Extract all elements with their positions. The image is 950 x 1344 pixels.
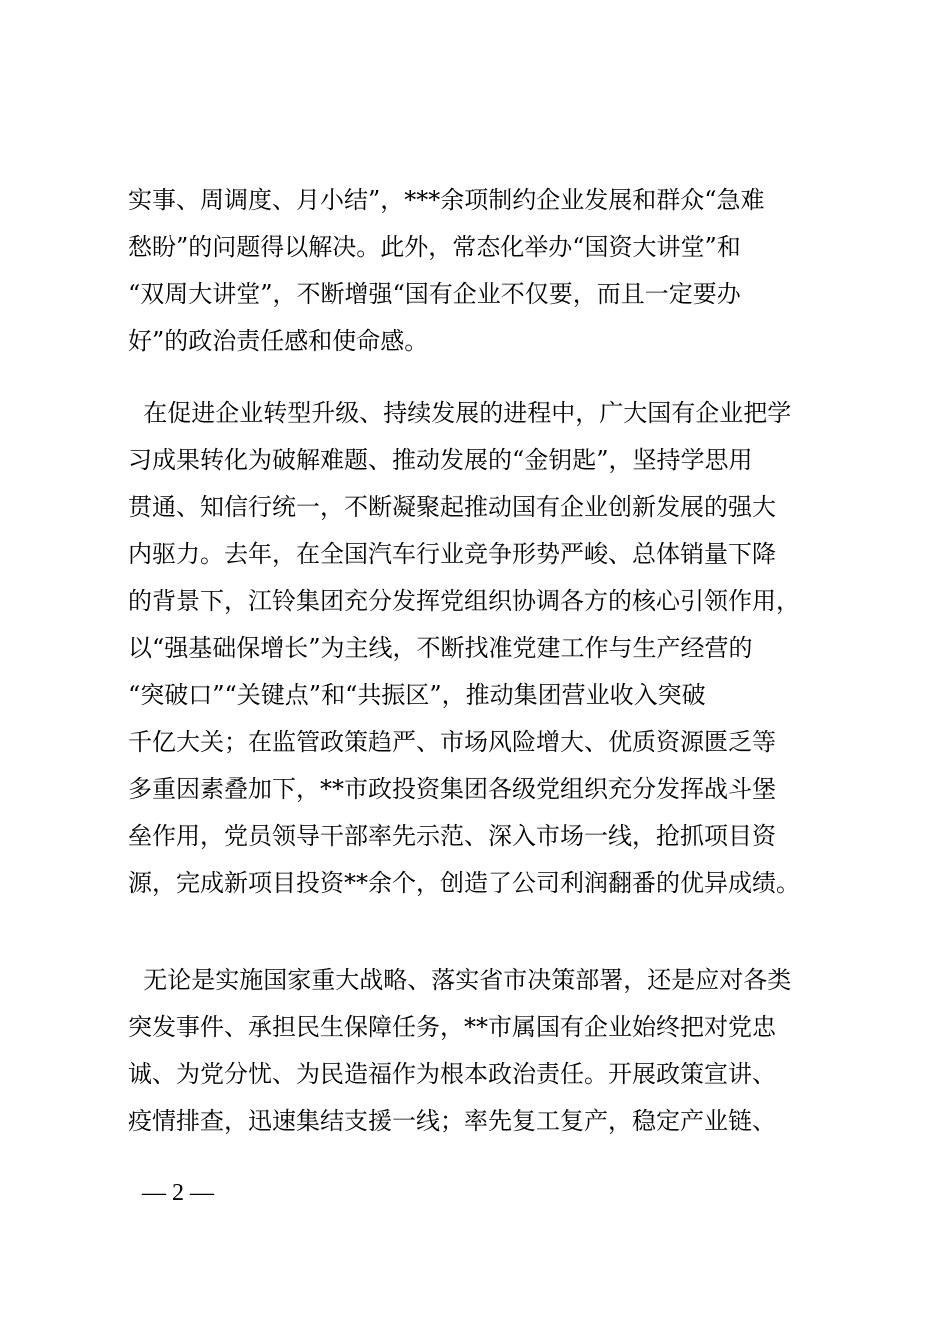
text-line: “突破口”“关键点”和“共振区”，推动集团营业收入突破 — [128, 681, 706, 709]
text-line: 习成果转化为破解难题、推动发展的“金钥匙”，坚持学思用 — [128, 446, 753, 474]
text-line: 千亿大关；在监管政策趋严、市场风险增大、优质资源匮乏等 — [128, 728, 776, 756]
text-line: “双周大讲堂”，不断增强“国有企业不仅要，而且一定要办 — [128, 280, 741, 308]
text-line: 好”的政治责任感和使命感。 — [128, 327, 429, 355]
text-line: 无论是实施国家重大战略、落实省市决策部署，还是应对各类 — [128, 966, 792, 994]
text-line: 的背景下，江铃集团充分发挥党组织协调各方的核心引领作用， — [128, 587, 800, 615]
text-line: 在促进企业转型升级、持续发展的进程中，广大国有企业把学 — [128, 399, 792, 427]
text-line: 以“强基础保增长”为主线，不断找准党建工作与生产经营的 — [128, 634, 753, 662]
text-line: 多重因素叠加下，**市政投资集团各级党组织充分发挥战斗堡 — [128, 775, 776, 803]
text-line: 实事、周调度、月小结”，***余项制约企业发展和群众“急难 — [128, 186, 765, 214]
text-line: 诚、为党分忧、为民造福作为根本政治责任。开展政策宣讲、 — [128, 1060, 776, 1088]
text-line: 内驱力。去年，在全国汽车行业竞争形势严峻、总体销量下降 — [128, 540, 776, 568]
text-line: 源，完成新项目投资**余个，创造了公司利润翻番的优异成绩。 — [128, 869, 800, 897]
page-number: — 2 — — [142, 1180, 214, 1206]
text-line: 疫情排查，迅速集结支援一线；率先复工复产，稳定产业链、 — [128, 1107, 776, 1135]
text-line: 贯通、知信行统一，不断凝聚起推动国有企业创新发展的强大 — [128, 493, 776, 521]
text-line: 突发事件、承担民生保障任务，**市属国有企业始终把对党忠 — [128, 1013, 776, 1041]
text-line: 愁盼”的问题得以解决。此外，常态化举办“国资大讲堂”和 — [128, 233, 741, 261]
text-line: 垒作用，党员领导干部率先示范、深入市场一线，抢抓项目资 — [128, 822, 776, 850]
